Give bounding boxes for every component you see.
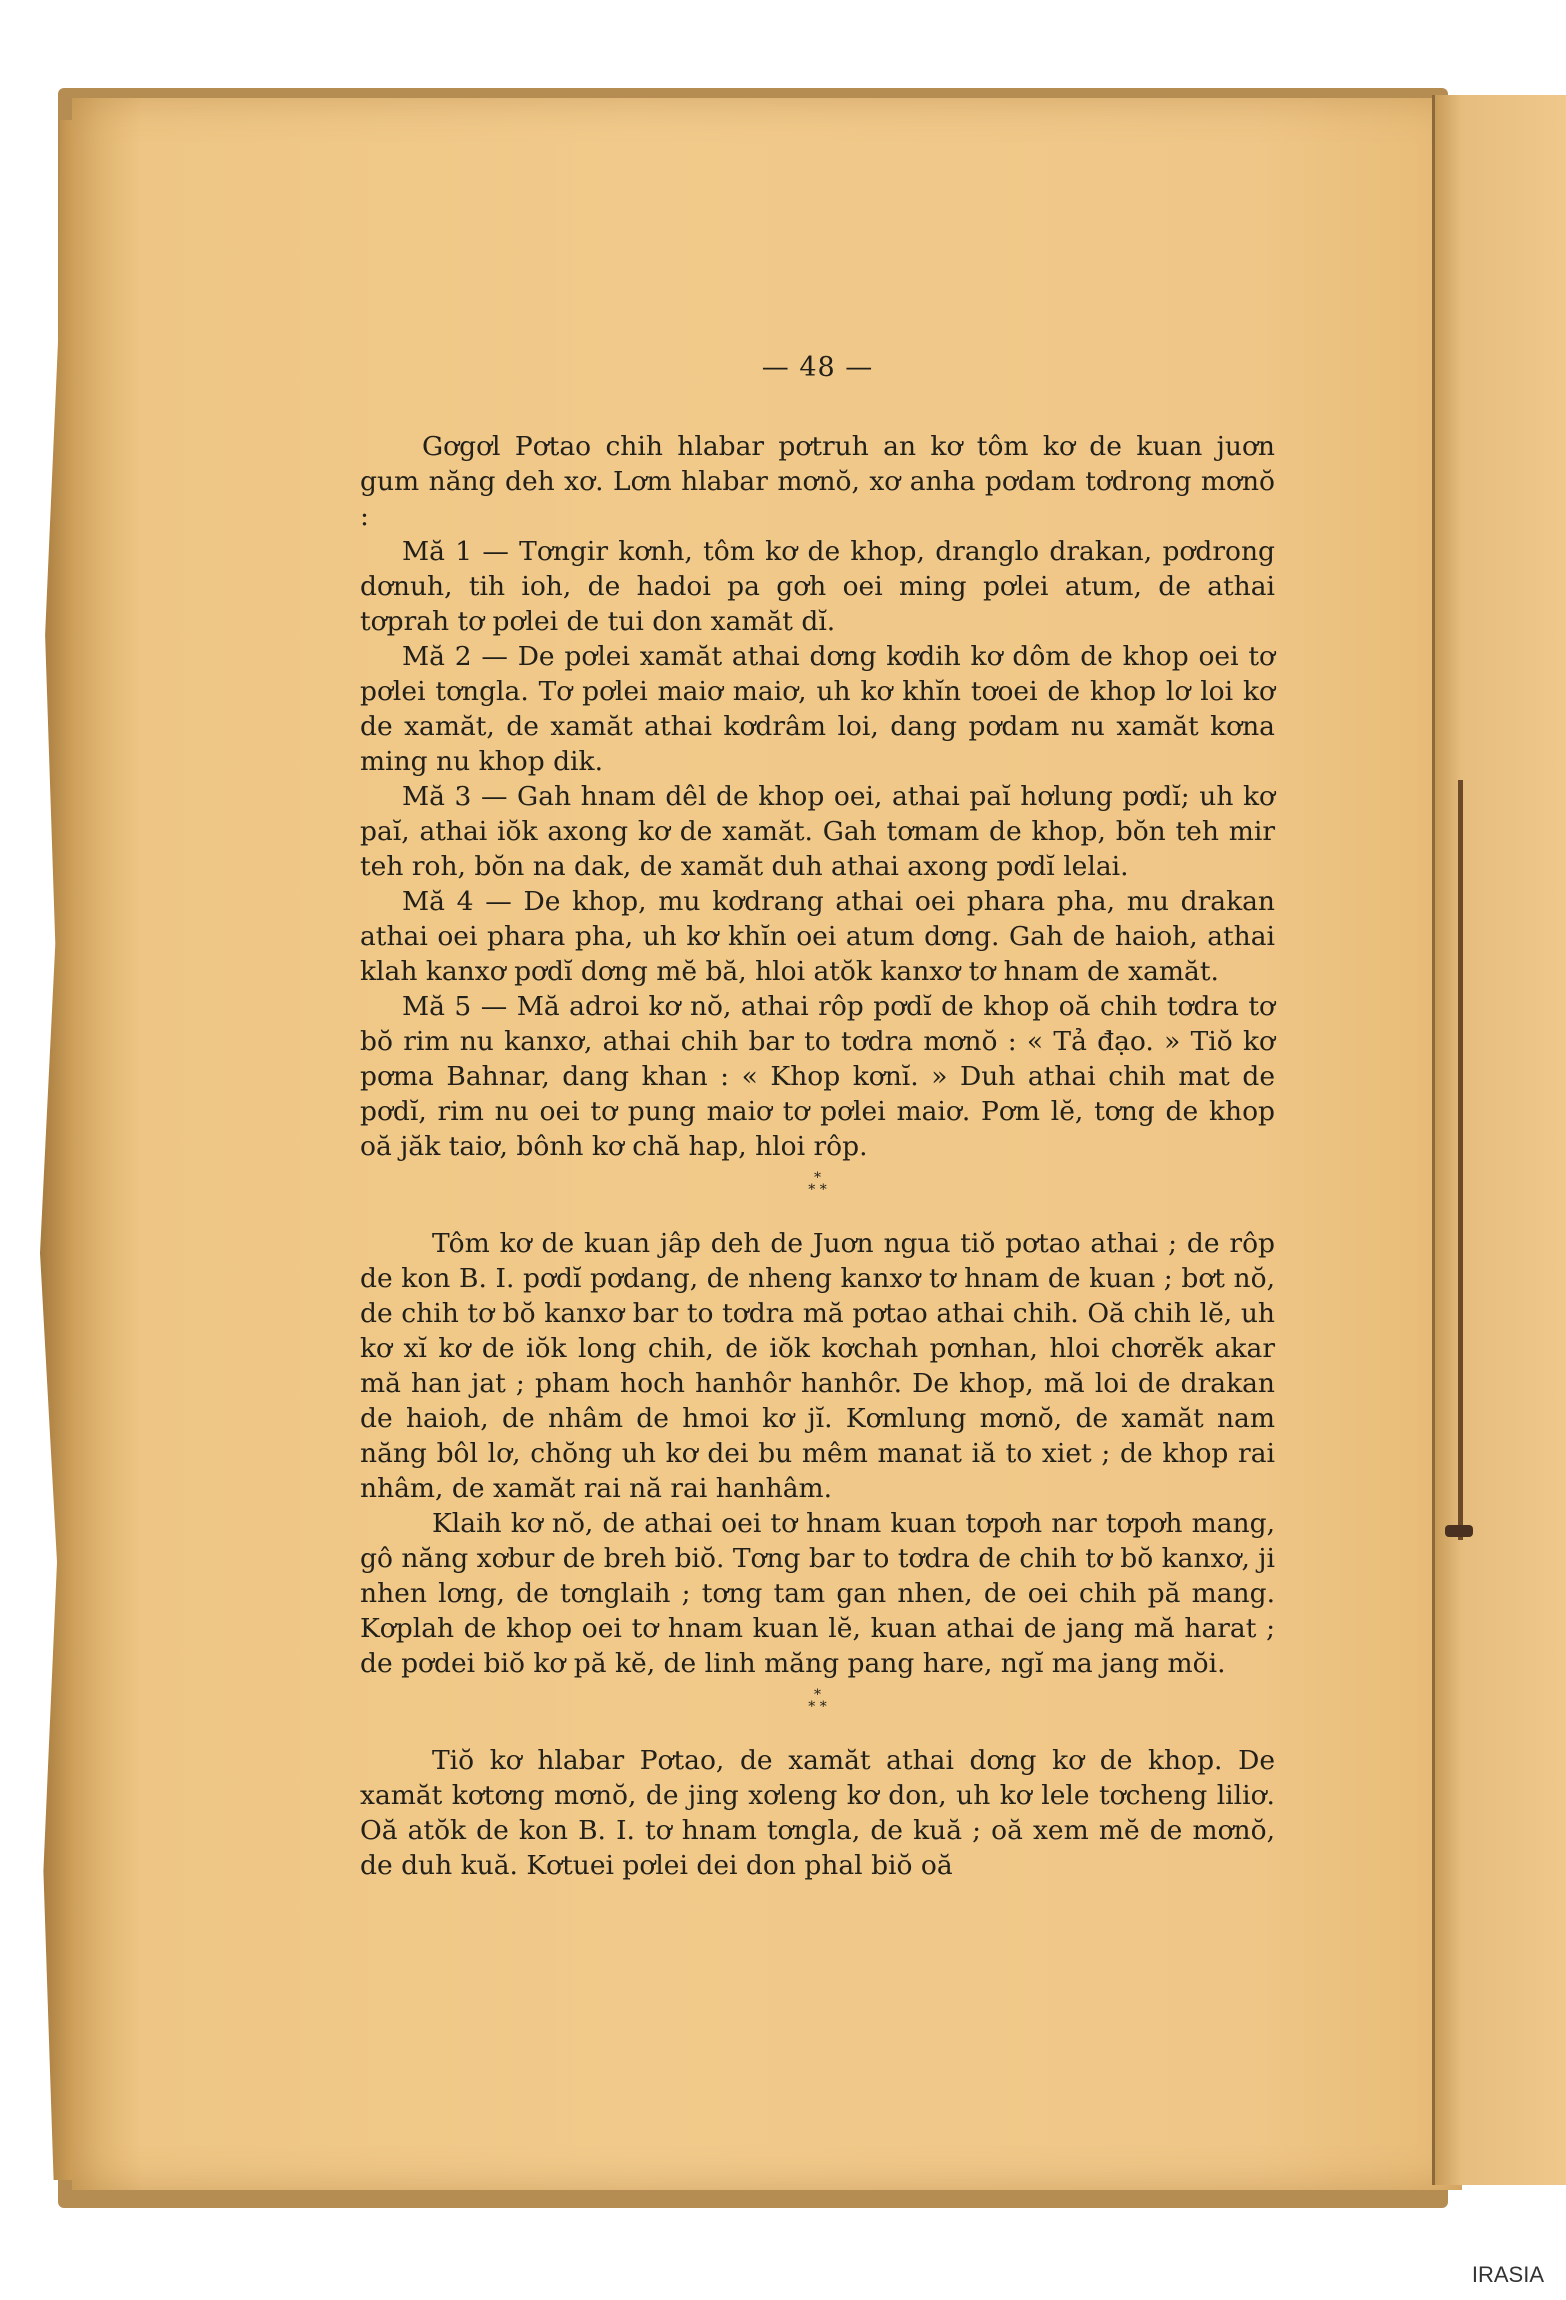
paragraph-article-3: Mă 3 — Gah hnam dêl de khop oei, athai paĭ hơlung pơdĭ; uh kơ paĭ, athai iŏk axong kơ de xamăt. Gah tơmam de khop, bŏn teh mir teh roh, bŏn na dak, de xamăt duh athai axong pơdĭ lelai.	[360, 781, 1275, 882]
section-divider-asterisks	[360, 1172, 1275, 1212]
paragraph-intro: Gơgơl Pơtao chih hlabar pơtruh an kơ tôm kơ de kuan juơn gum năng deh xơ. Lơm hlabar mơnŏ, xơ anha pơdam tơdrong mơnŏ :	[360, 431, 1275, 532]
facing-page-edge	[1432, 95, 1566, 2185]
binding-thread	[1458, 780, 1463, 1540]
asterisk-top: *	[814, 1687, 821, 1703]
section-divider-asterisks-2	[360, 1689, 1275, 1729]
watermark: IRASIA	[1471, 2262, 1544, 2287]
paragraph-section-3: Tiŏ kơ hlabar Pơtao, de xamăt athai dơng kơ de khop. De xamăt kơtơng mơnŏ, de jing xơleng kơ don, uh kơ lele tơcheng liliơ. Oă atŏk de kon B. I. tơ hnam tơngla, de kuă ; oă xem mĕ de mơnŏ, de duh kuă. Kơtuei pơlei dei don phal biŏ oă	[360, 1745, 1275, 1881]
binding-knot	[1445, 1525, 1473, 1537]
asterisk-top: *	[814, 1170, 821, 1186]
paragraph-article-1: Mă 1 — Tơngir kơnh, tôm kơ de khop, dranglo drakan, pơdrong dơnuh, tih ioh, de hadoi pa gơh oei ming pơlei atum, de athai tơprah tơ pơlei de tui don xamăt dĭ.	[360, 536, 1275, 637]
paragraph-article-2: Mă 2 — De pơlei xamăt athai dơng kơdih kơ dôm de khop oei tơ pơlei tơngla. Tơ pơlei maiơ maiơ, uh kơ khĭn tơoei de khop lơ loi kơ de xamăt, de xamăt athai kơdrâm loi, dang pơdam nu xamăt kơna ming nu khop dik.	[360, 641, 1275, 777]
paragraph-article-4: Mă 4 — De khop, mu kơdrang athai oei phara pha, mu drakan athai oei phara pha, uh kơ khĭn oei atum dơng. Gah de haioh, athai klah kanxơ pơdĭ dơng mĕ bă, hloi atŏk kanxơ tơ hnam de xamăt.	[360, 886, 1275, 987]
torn-left-edge	[40, 120, 74, 2180]
page-number: — 48 —	[761, 352, 874, 383]
paragraph-section-2-b: Klaih kơ nŏ, de athai oei tơ hnam kuan tơpơh nar tơpơh mang, gô năng xơbur de breh biŏ. Tơng bar to tơdra de chih tơ bŏ kanxơ, ji nhen lơng, de tơnglaih ; tơng tam gan nhen, de oei chih pă mang. Kơplah de khop oei tơ hnam kuan lĕ, kuan athai de jang mă harat ; de pơdei biŏ kơ pă kĕ, de linh măng pang hare, ngĭ ma jang mŏi.	[360, 1508, 1275, 1679]
paragraph-article-5: Mă 5 — Mă adroi kơ nŏ, athai rôp pơdĭ de khop oă chih tơdra tơ bŏ rim nu kanxơ, athai chih bar to tơdra mơnŏ : « Tả đạo. » Tiŏ kơ pơma Bahnar, dang khan : « Khop kơnĭ. » Duh athai chih mat de pơdĭ, rim nu oei tơ pung maiơ tơ pơlei maiơ. Pơm lĕ, tơng de khop oă jăk taiơ, bônh kơ chă hap, hloi rôp.	[360, 991, 1275, 1162]
asterisk-pair: * *	[808, 1699, 827, 1715]
page-text	[360, 350, 1275, 1883]
paragraph-section-2-a: Tôm kơ de kuan jâp deh de Juơn ngua tiŏ pơtao athai ; de rôp de kon B. I. pơdĭ pơdang, de nheng kanxơ tơ hnam de kuan ; bơt nŏ, de chih tơ bŏ kanxơ bar to tơdra mă pơtao athai chih. Oă chih lĕ, uh kơ xĭ kơ de iŏk long chih, de iŏk kơchah pơnhan, hloi chơrĕk akar mă han jat ; pham hoch hanhôr hanhôr. De khop, mă loi de drakan de haioh, de nhâm de hmoi kơ jĭ. Kơmlung mơnŏ, de xamăt nam năng bôl lơ, chŏng uh kơ dei bu mêm manat iă to xiet ; de khop rai nhâm, de xamăt rai nă rai hanhâm.	[360, 1228, 1275, 1504]
asterisk-pair: * *	[808, 1182, 827, 1198]
